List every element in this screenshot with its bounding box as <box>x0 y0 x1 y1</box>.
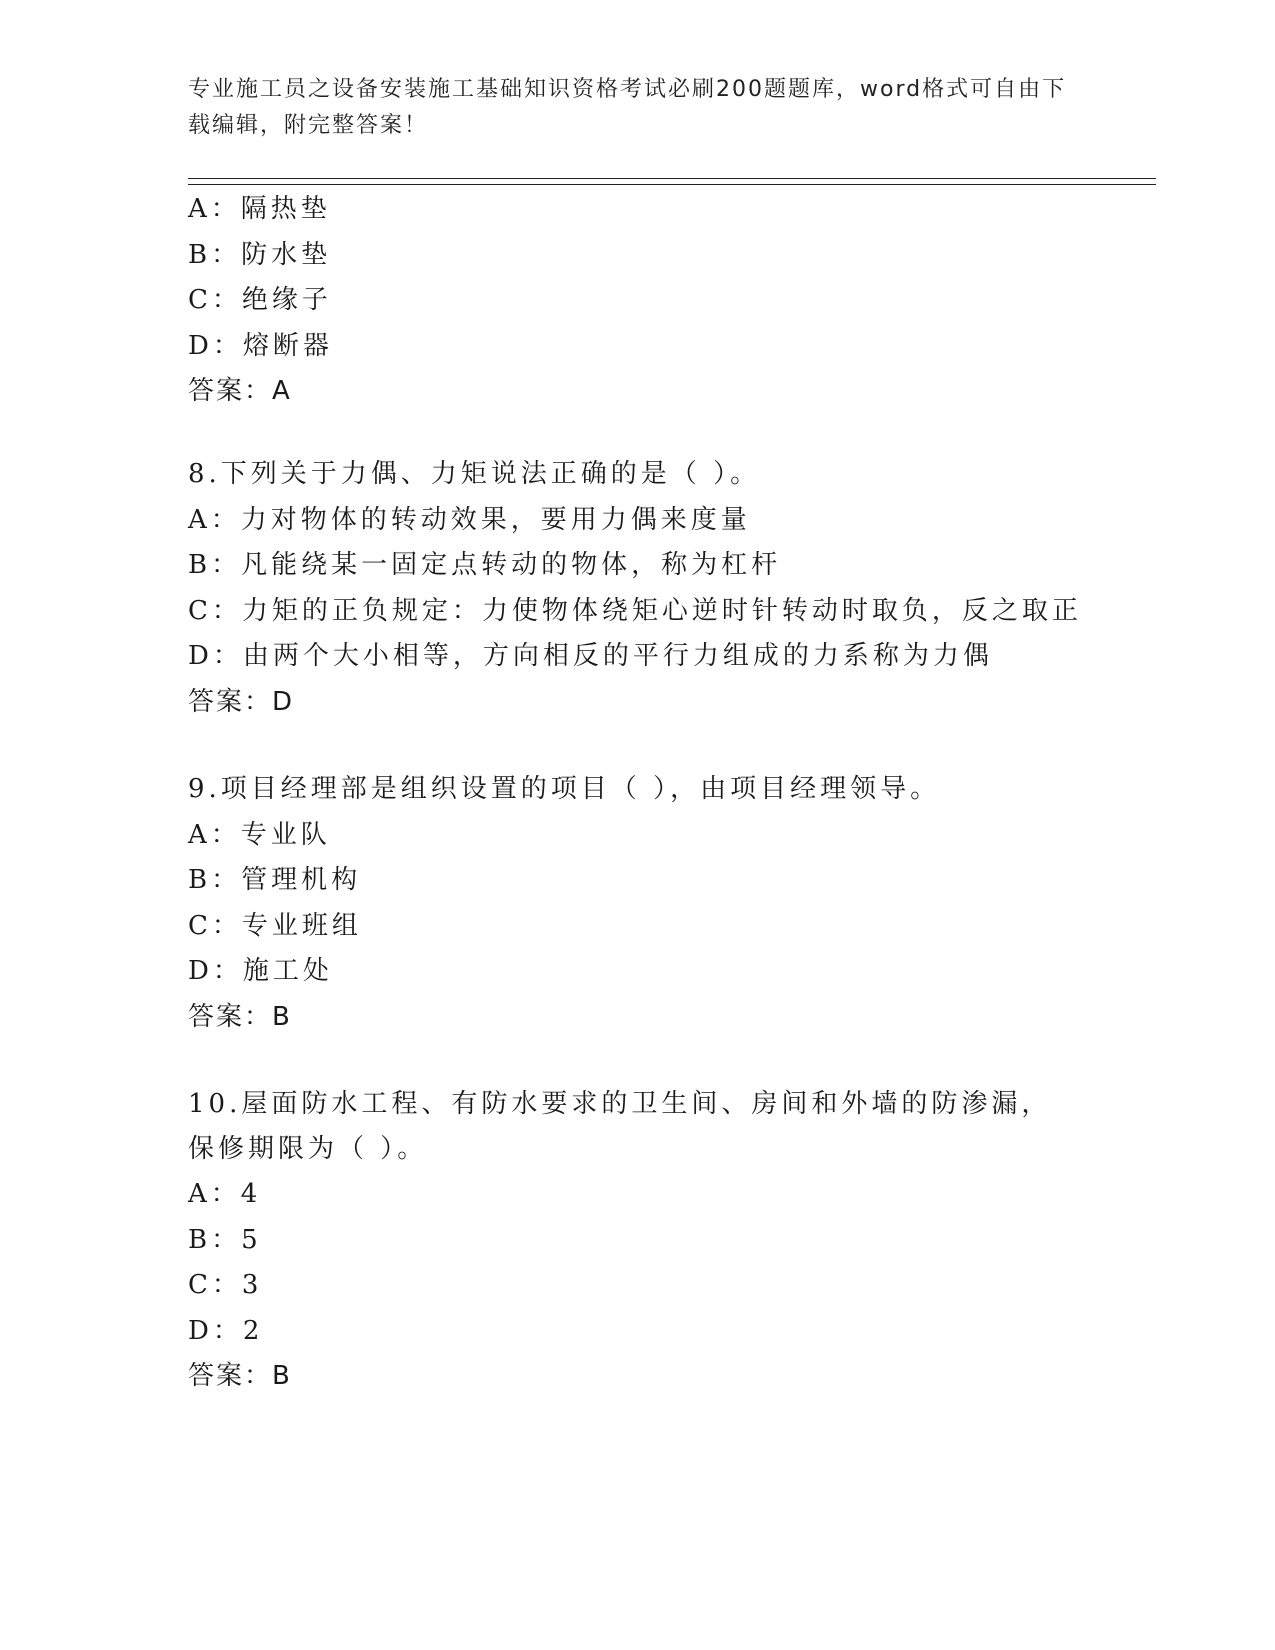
option-d: D：熔断器 <box>188 330 333 361</box>
option-c: C：力矩的正负规定：力使物体绕矩心逆时针转动时取负，反之取正 <box>188 595 1082 626</box>
option-a: A：4 <box>188 1179 262 1209</box>
question-7 <box>188 187 1088 414</box>
option-c: C：绝缘子 <box>188 285 332 315</box>
answer: 答案：B <box>188 1361 292 1391</box>
header-rule-bottom <box>188 184 1156 185</box>
option-d: D：2 <box>188 1315 264 1346</box>
question-10 <box>188 1082 1068 1399</box>
option-b: B：防水垫 <box>188 239 332 270</box>
option-a: A：专业队 <box>188 819 331 850</box>
option-d: D：由两个大小相等，方向相反的平行力组成的力系称为力偶 <box>188 641 993 671</box>
question-text: 8.下列关于力偶、力矩说法正确的是（ ）。 <box>188 459 761 489</box>
answer: 答案：D <box>188 686 295 717</box>
answer: 答案：B <box>188 1001 292 1032</box>
option-d: D：施工处 <box>188 956 333 986</box>
option-b: B：管理机构 <box>188 865 362 895</box>
question-text: 10.屋面防水工程、有防水要求的卫生间、房间和外墙的防渗漏，保修期限为（ ）。 <box>188 1089 1052 1164</box>
option-c: C：3 <box>188 1270 263 1300</box>
option-a: A：隔热垫 <box>188 194 331 224</box>
option-c: C：专业班组 <box>188 910 362 941</box>
question-text: 9.项目经理部是组织设置的项目（ ），由项目经理领导。 <box>188 774 941 804</box>
question-8 <box>188 452 1088 725</box>
document-header: 专业施工员之设备安装施工基础知识资格考试必刷200题题库，word格式可自由下载编辑，附完整答案！ <box>188 77 1067 138</box>
header-rule-top <box>188 178 1156 179</box>
answer: 答案：A <box>188 376 292 406</box>
option-a: A：力对物体的转动效果，要用力偶来度量 <box>188 504 751 535</box>
option-b: B：凡能绕某一固定点转动的物体，称为杠杆 <box>188 550 782 580</box>
question-9 <box>188 767 1088 1040</box>
option-b: B：5 <box>188 1224 262 1255</box>
